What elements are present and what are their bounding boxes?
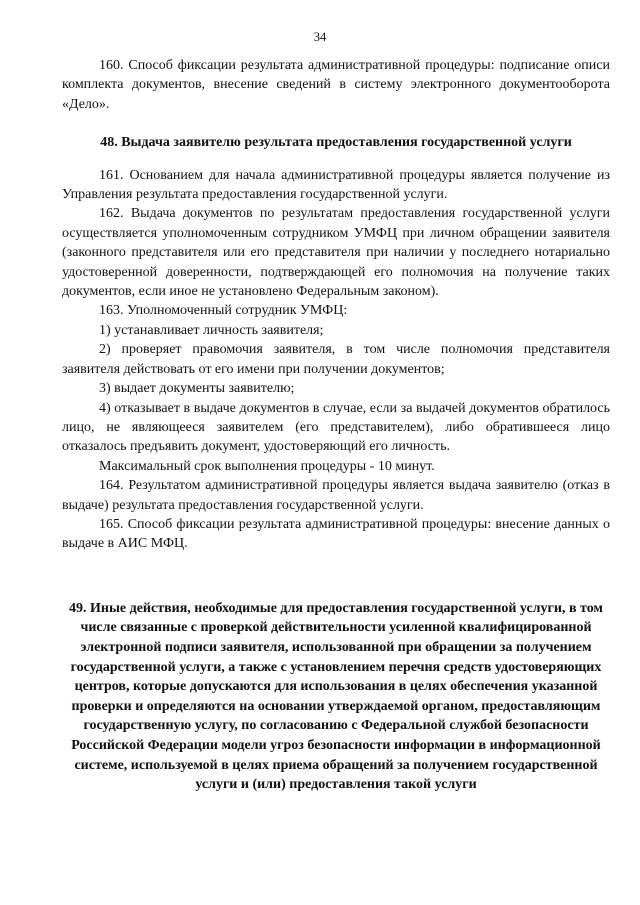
- paragraph-161: 161. Основанием для начала административной процедуры является получение из Управления результата предоставления государственной услуги.: [62, 167, 610, 203]
- document-body: [62, 56, 610, 795]
- section-heading-49: 49. Иные действия, необходимые для предоставления государственной услуги, в том числе связанные с проверкой действительности усиленной квалифицированной электронной подписи заявителя, использованной при обращении за получением государственной услуги, а также с установлением перечня средств удостоверяющих центров, которые допускаются для использования в целях обеспечения указанной проверки и определяются на основании утверждаемой органом, предоставляющим государственную услугу, по согласованию с Федеральной службой безопасности Российской Федерации модели угроз безопасности информации в информационной системе, используемой в целях приема обращений за получением государственной услуги и (или) предоставления такой услуги: [69, 600, 603, 793]
- list-item-2: 2) проверяет правомочия заявителя, в том числе полномочия представителя заявителя действовать от его имени при получении документов;: [62, 342, 610, 377]
- list-item-3: 3) выдает документы заявителю;: [99, 381, 295, 397]
- paragraph-163: 163. Уполномоченный сотрудник УМФЦ:: [99, 303, 348, 319]
- paragraph-162: 162. Выдача документов по результатам предоставления государственной услуги осуществляется уполномоченным сотрудником УМФЦ при личном обращении заявителя (законного представителя или его представителя при наличии у последнего нотариально удостоверенной доверенности, подтверждающей его полномочия на получение таких документов, если иное не установлено Федеральным законом).: [62, 206, 610, 300]
- section-heading-48: 48. Выдача заявителю результата предоставления государственной услуги: [100, 135, 572, 151]
- max-duration-note: Максимальный срок выполнения процедуры - 10 минут.: [99, 458, 435, 474]
- page-number: 34: [313, 30, 327, 44]
- paragraph-164: 164. Результатом административной процедуры является выдача заявителю (отказ в выдаче) результата предоставления государственной услуги.: [62, 478, 610, 513]
- paragraph-165: 165. Способ фиксации результата административной процедуры: внесение данных о выдаче в АИС МФЦ.: [62, 516, 610, 552]
- list-item-4: 4) отказывает в выдаче документов в случае, если за выдачей документов обратилось лицо, не являющееся заявителем (его представителем), либо обратившееся лицо отказалось предъявить документ, удостоверяющий его личность.: [62, 400, 610, 455]
- list-item-1: 1) устанавливает личность заявителя;: [99, 322, 324, 338]
- paragraph-160: 160. Способ фиксации результата административной процедуры: подписание описи комплекта документов, внесение сведений в систему электронного документооборота «Дело».: [62, 58, 610, 112]
